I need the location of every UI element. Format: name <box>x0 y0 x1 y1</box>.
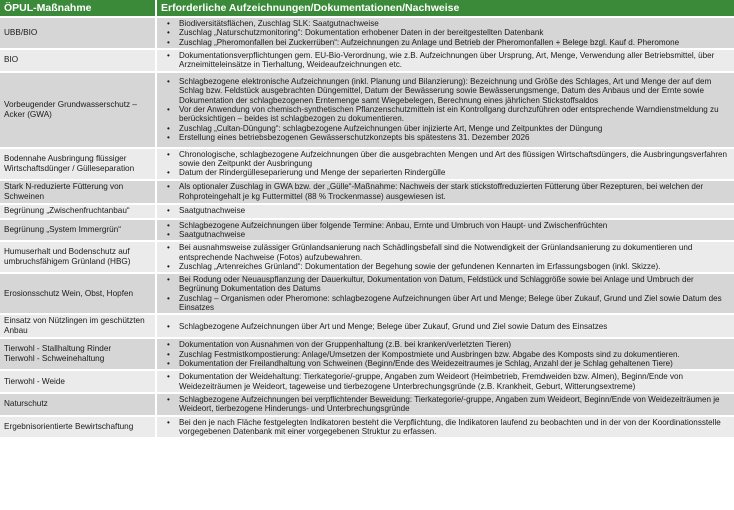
list-item: • Zuschlag „Naturschutzmonitoring“: Dokumentation erhobener Daten in der bereitgestellten Datenbank <box>179 28 730 37</box>
requirements-list <box>161 77 730 142</box>
requirements-cell <box>156 204 734 219</box>
measure-name <box>0 49 156 72</box>
measure-name-line: Erosionsschutz Wein, Obst, Hopfen <box>4 288 134 298</box>
requirements-list <box>161 19 730 47</box>
requirements-cell <box>156 393 734 416</box>
list-item: • Bei ausnahmsweise zulässiger Grünlandsanierung nach Schädlingsbefall sind die Notwendigkeit der Grünlandsanierung zu dokumentieren und entsprechende Nachweise (Fotos) aufzubewahren. <box>179 243 730 262</box>
requirements-list <box>161 221 730 240</box>
requirements-list <box>161 206 730 215</box>
list-item: • Zuschlag „Cultan-Düngung“: schlagbezogene Aufzeichnungen über injizierte Art, Menge und Zeitpunktes der Düngung <box>179 124 730 133</box>
requirements-cell <box>156 180 734 204</box>
measure-name <box>0 148 156 180</box>
list-item: • Dokumentationsverpflichtungen gem. EU-Bio-Verordnung, wie z.B. Aufzeichnungen über Ursprung, Art, Menge, Verwendung aller Betriebsmittel, über Arzneimitteleinsätze in Tierhaltung, Weideaufzeichnungen etc. <box>179 51 730 70</box>
table-row <box>0 17 734 49</box>
measure-name <box>0 72 156 148</box>
measure-name-line: Einsatz von Nützlingen im geschützten Anbau <box>4 316 145 336</box>
measure-name <box>0 338 156 370</box>
measure-name <box>0 416 156 438</box>
measure-name-line: BIO <box>4 55 19 65</box>
measure-name <box>0 180 156 204</box>
requirements-cell <box>156 314 734 338</box>
table-row <box>0 393 734 416</box>
measure-name-line: Humuserhalt und Bodenschutz auf umbruchsfähigem Grünland (HBG) <box>4 247 131 267</box>
requirements-cell <box>156 241 734 273</box>
list-item: • Bei Rodung oder Neuauspflanzung der Dauerkultur, Dokumentation von Datum, Feldstück und Schlaggröße sowie bei Anlage und Umbruch der Begrünung Dokumentation des Datums <box>179 275 730 294</box>
table-row <box>0 338 734 370</box>
measure-name <box>0 393 156 416</box>
table-row <box>0 416 734 438</box>
requirements-cell <box>156 370 734 393</box>
list-item: • Dokumentation der Weidehaltung: Tierkategorie/-gruppe, Angaben zum Weideort (Heimbetrieb, Fremdweiden bzw. Almen), Beginn/Ende von Weidezeiträumen je Weideort, tageweise und tierbezogene Unterbrechungsgründe (z.B. Krankheit, Geburt, Witterungsextreme) <box>179 372 730 391</box>
list-item: • Schlagbezogene Aufzeichnungen über folgende Termine: Anbau, Ernte und Umbruch von Haupt- und Zwischenfrüchten <box>179 221 730 230</box>
requirements-cell <box>156 416 734 438</box>
requirements-cell <box>156 219 734 242</box>
requirements-list <box>161 418 730 437</box>
requirements-list <box>161 395 730 414</box>
measure-name <box>0 314 156 338</box>
requirements-list <box>161 150 730 178</box>
requirements-cell <box>156 273 734 314</box>
measure-name-line: Ergebnisorientierte Bewirtschaftung <box>4 421 134 431</box>
list-item: • Als optionaler Zuschlag in GWA bzw. der „Gülle“-Maßnahme: Nachweis der stark stickstoffreduzierten Fütterung über Rezepturen, bei welchen der Rohproteingehalt je kg Futtermittel (88 % Trockenmasse) ausgewiesen ist. <box>179 182 730 201</box>
list-item: • Schlagbezogene Aufzeichnungen bei verpflichtender Beweidung: Tierkategorie/-gruppe, Angaben zum Weideort, Beginn/Ende von Weidezeiträumen je Weideort, tierbezogene Hinderungs- und Unterbrechungsgründe <box>179 395 730 414</box>
table-row <box>0 370 734 393</box>
requirements-list <box>161 51 730 70</box>
measure-name-line: Tierwohl - Stallhaltung Rinder <box>4 344 112 354</box>
header-measure: ÖPUL-Maßnahme <box>0 0 156 17</box>
measure-name <box>0 370 156 393</box>
measure-name <box>0 241 156 273</box>
requirements-list <box>161 182 730 201</box>
list-item: • Zuschlag „Artenreiches Grünland“: Dokumentation der Begehung sowie der gefundenen Kennarten im Erfassungsbogen (inkl. Skizze). <box>179 262 730 271</box>
header-records: Erforderliche Aufzeichnungen/Dokumentationen/Nachweise <box>156 0 734 17</box>
requirements-cell <box>156 49 734 72</box>
list-item: • Dokumentation von Ausnahmen von der Gruppenhaltung (z.B. bei kranken/verletzten Tieren) <box>179 340 730 349</box>
measure-name <box>0 219 156 242</box>
requirements-list <box>161 275 730 312</box>
measure-name-line: Begrünung „Zwischenfruchtanbau“ <box>4 206 130 216</box>
requirements-list <box>161 322 730 331</box>
measure-name-line: Begrünung „System Immergrün“ <box>4 224 121 234</box>
list-item: • Zuschlag – Organismen oder Pheromone: schlagbezogene Aufzeichnungen über Art und Menge; Belege über Zukauf, Grund und Ziel sowie Datum des Einsatzes <box>179 294 730 313</box>
table-row <box>0 314 734 338</box>
requirements-list <box>161 372 730 391</box>
table-row <box>0 72 734 148</box>
requirements-cell <box>156 338 734 370</box>
list-item: • Zuschlag „Pheromonfallen bei Zuckerrüben“: Aufzeichnungen zu Anlage und Betrieb der Pheromonfallen + Belege bzgl. Kauf d. Pheromone <box>179 38 730 47</box>
requirements-cell <box>156 72 734 148</box>
table-row <box>0 148 734 180</box>
requirements-cell <box>156 17 734 49</box>
list-item: • Erstellung eines betriebsbezogenen Gewässerschutzkonzepts bis spätestens 31. Dezember 2026 <box>179 133 730 142</box>
table-row <box>0 219 734 242</box>
measure-name <box>0 17 156 49</box>
list-item: • Vor der Anwendung von chemisch-synthetischen Pflanzenschutzmitteln ist ein Kontrollgang durchzuführen oder entsprechende Warndienstmeldung zu berücksichtigen – beides ist schlagbezogen zu dokumentieren. <box>179 105 730 124</box>
requirements-cell <box>156 148 734 180</box>
table-row <box>0 273 734 314</box>
measure-name-line: Vorbeugender Grundwasserschutz – Acker (GWA) <box>4 99 137 119</box>
measure-name <box>0 204 156 219</box>
list-item: • Dokumentation der Freilandhaltung von Schweinen (Beginn/Ende des Weidezeitraumes je Schlag, Anzahl der je Schlag gehaltenen Tiere) <box>179 359 730 368</box>
list-item: • Chronologische, schlagbezogene Aufzeichnungen über die ausgebrachten Mengen und Art des flüssigen Wirtschaftsdüngers, die Ausbringungsverfahren sowie den Zeitpunkt der Ausbringung <box>179 150 730 169</box>
requirements-list <box>161 243 730 271</box>
measure-name-line: Bodennahe Ausbringung flüssiger Wirtschaftsdünger / Gülleseparation <box>4 153 135 173</box>
measure-name-line: Stark N-reduzierte Fütterung von Schweinen <box>4 181 124 201</box>
measure-name-line: UBB/BIO <box>4 28 38 37</box>
measure-name-line: Tierwohl - Schweinehaltung <box>4 354 105 364</box>
header-row <box>0 0 734 17</box>
list-item: • Bei den je nach Fläche festgelegten Indikatoren besteht die Verpflichtung, die Indikatoren laufend zu beobachten und in der von der Koordinationsstelle vorgegebenen Datenbank mit einer vorgegebenen Struktur zu erfassen. <box>179 418 730 437</box>
table-row <box>0 180 734 204</box>
list-item: • Saatgutnachweise <box>179 230 730 239</box>
table-row <box>0 204 734 219</box>
measure-name <box>0 273 156 314</box>
list-item: • Datum der Rindergülleseparierung und Menge der separierten Rindergülle <box>179 168 730 177</box>
table-row <box>0 241 734 273</box>
list-item: • Biodiversitätsflächen, Zuschlag SLK: Saatgutnachweise <box>179 19 730 28</box>
table-body <box>0 17 734 437</box>
list-item: • Saatgutnachweise <box>179 206 730 215</box>
requirements-list <box>161 340 730 368</box>
list-item: • Zuschlag Festmistkompostierung: Anlage/Umsetzen der Kompostmiete und Ausbringen bzw. Abgabe des Komposts sind zu dokumentieren. <box>179 350 730 359</box>
measure-name-line: Naturschutz <box>4 399 48 409</box>
measure-name-line: Tierwohl - Weide <box>4 376 65 386</box>
list-item: • Schlagbezogene Aufzeichnungen über Art und Menge; Belege über Zukauf, Grund und Ziel sowie Datum des Einsatzes <box>179 322 730 331</box>
list-item: • Schlagbezogene elektronische Aufzeichnungen (inkl. Planung und Bilanzierung): Bezeichnung und Größe des Schlages, Art und Menge der auf dem Schlag bzw. Feldstück ausgebrachten Düngemittel, Datum der Bewässerung sowie Bewässerungsmenge, Datum des Anbaus und der Ernte sowie Dokumentation der schlagbezogenen Erntemenge samt Wiegebelegen, Berechnung eines jährlichen Stickstoffsaldos <box>179 77 730 105</box>
table-row <box>0 49 734 72</box>
